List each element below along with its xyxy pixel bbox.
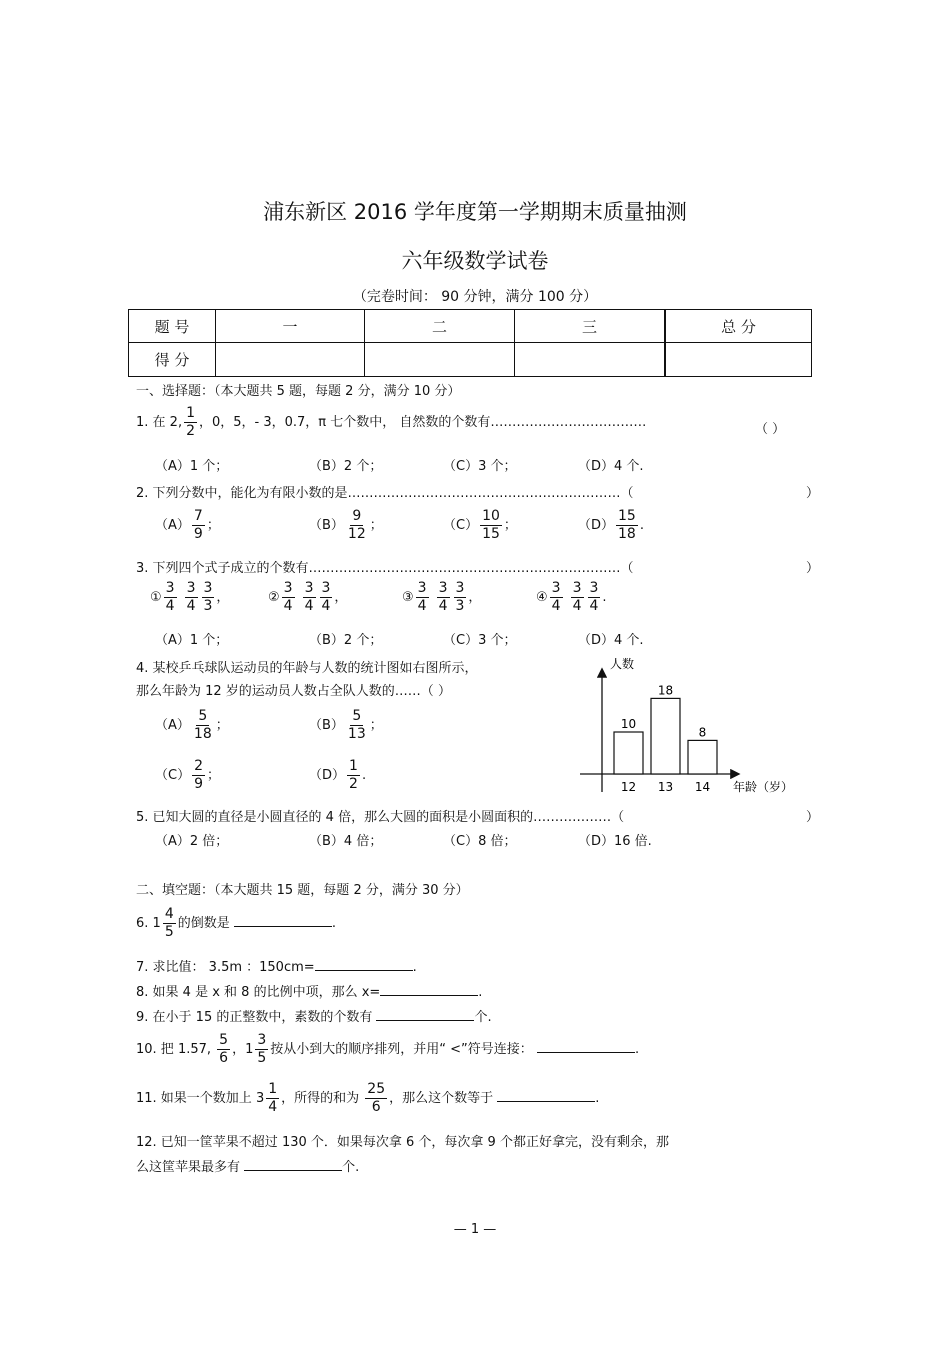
option[interactable]: （D）4 个. <box>578 459 644 474</box>
option[interactable]: （A）2 倍； <box>155 834 229 849</box>
option[interactable]: （D） $\frac{1}{2}$ . <box>309 758 367 792</box>
score-cell[interactable] <box>216 343 365 377</box>
option[interactable]: （A）1 个； <box>155 459 229 474</box>
score-row-label: 得 分 <box>129 343 216 377</box>
score-cell[interactable] <box>365 343 515 377</box>
answer-paren-close[interactable]: ） <box>806 810 820 825</box>
option[interactable]: （C） $\frac{2}{9}$ ； <box>155 758 221 792</box>
option[interactable]: （C） $\frac{10}{15}$ ； <box>443 508 517 542</box>
score-cell[interactable] <box>515 343 666 377</box>
statement-3: ③ $\frac{3}{4}$ $\frac{3}{4}$ $\frac{3}{3}$ ， <box>402 580 482 614</box>
option[interactable]: （D） $\frac{15}{18}$ . <box>578 508 644 542</box>
score-header-cell: 一 <box>216 310 365 343</box>
answer-blank[interactable] <box>380 983 478 996</box>
statement-1: ① $\frac{3}{4}$ $\frac{3}{4}$ $\frac{3}{3}$ ， <box>150 580 230 614</box>
fraction: $\frac{1}{2}$ <box>186 405 195 439</box>
option[interactable]: （B）2 个； <box>309 459 383 474</box>
bar-13 <box>651 698 680 774</box>
score-header-cell: 题 号 <box>129 310 216 343</box>
x-tick-label: 13 <box>657 780 674 794</box>
option[interactable]: （C）3 个； <box>443 633 517 648</box>
exam-info: （完卷时间： 90 分钟，满分 100 分） <box>352 289 598 305</box>
answer-paren-close[interactable]: ） <box>806 486 820 501</box>
answer-paren-close[interactable]: ） <box>806 561 820 576</box>
question-2: 2. 下列分数中，能化为有限小数的是………………………………………………………（ <box>136 486 634 501</box>
option[interactable]: （D）16 倍. <box>578 834 652 849</box>
question-12-line2: 么这筐苹果最多有 个. <box>136 1160 360 1175</box>
section-heading: 二、填空题：（本大题共 15 题，每题 2 分，满分 30 分） <box>136 883 469 898</box>
answer-blank[interactable] <box>315 958 413 971</box>
question-7: 7. 求比值： 3.5m ：150cm= . <box>136 960 417 975</box>
score-header-cell: 三 <box>515 310 666 343</box>
question-1: 1. 在 2, $\frac{1}{2}$ ，0，5，- 3，0.7，π 七个数中， 自然数的个数有……………………………… <box>136 405 647 439</box>
statement-4: ④ $\frac{3}{4}$ $\frac{3}{4}$ $\frac{3}{4}$ . <box>536 580 607 614</box>
bar-value-label: 8 <box>698 725 707 740</box>
option[interactable]: （A） $\frac{7}{9}$ ； <box>155 508 220 542</box>
question-4-line2: 那么年龄为 12 岁的运动员人数占全队人数的……（ ） <box>136 684 451 699</box>
question-5: 5. 已知大圆的直径是小圆直径的 4 倍，那么大圆的面积是小圆面积的………………（ <box>136 810 625 825</box>
exam-subtitle: 六年级数学试卷 <box>401 249 549 273</box>
bar-14 <box>688 740 717 774</box>
bar-12 <box>614 732 643 774</box>
x-tick-label: 14 <box>694 780 711 794</box>
answer-blank[interactable] <box>234 914 332 927</box>
option[interactable]: （B）4 倍； <box>309 834 383 849</box>
section-heading: 一、选择题：（本大题共 5 题，每题 2 分，满分 10 分） <box>136 384 461 399</box>
exam-title: 浦东新区 2016 学年度第一学期期末质量抽测 <box>263 200 687 224</box>
bar-value-label: 18 <box>657 683 674 698</box>
option[interactable]: （D）4 个. <box>578 633 644 648</box>
answer-blank[interactable] <box>537 1040 635 1053</box>
question-4-line1: 4. 某校乒乓球队运动员的年龄与人数的统计图如右图所示， <box>136 661 478 676</box>
question-10: 10. 把 1.57, $\frac{5}{6}$ ，1 $\frac{3}{5}$ 按从小到大的顺序排列，并用“ <”符号连接： . <box>136 1032 640 1066</box>
answer-blank[interactable] <box>244 1158 342 1171</box>
question-3: 3. 下列四个式子成立的个数有………………………………………………………………（ <box>136 561 634 576</box>
question-6: 6. 1 $\frac{4}{5}$ 的倒数是 . <box>136 906 337 940</box>
option[interactable]: （A） $\frac{5}{18}$ ； <box>155 708 229 742</box>
option[interactable]: （C）8 倍； <box>443 834 517 849</box>
score-table <box>128 309 812 377</box>
question-8: 8. 如果 4 是 x 和 8 的比例中项，那么 x= . <box>136 985 483 1000</box>
statement-2: ② $\frac{3}{4}$ $\frac{3}{4}$ $\frac{3}{4}$ ， <box>268 580 348 614</box>
answer-blank[interactable] <box>497 1089 595 1102</box>
answer-blank[interactable] <box>376 1008 474 1021</box>
question-11: 11. 如果一个数加上 3 $\frac{1}{4}$ ，所得的和为 $\frac{25}{6}$ ，那么这个数等于 . <box>136 1081 600 1115</box>
option[interactable]: （B）2 个； <box>309 633 383 648</box>
y-axis-label: 人数 <box>610 657 635 671</box>
option[interactable]: （C）3 个； <box>443 459 517 474</box>
option[interactable]: （B） $\frac{9}{12}$ ； <box>309 508 383 542</box>
score-cell[interactable] <box>665 343 812 377</box>
x-tick-label: 12 <box>620 780 637 794</box>
page-number: — 1 — <box>453 1222 497 1237</box>
score-header-cell: 二 <box>365 310 515 343</box>
option[interactable]: （A）1 个； <box>155 633 229 648</box>
x-axis-label: 年龄（岁） <box>733 780 794 794</box>
age-bar-chart <box>570 650 810 802</box>
option[interactable]: （B） $\frac{5}{13}$ ； <box>309 708 383 742</box>
answer-paren[interactable]: （ ） <box>755 422 786 437</box>
question-12-line1: 12. 已知一筐苹果不超过 130 个．如果每次拿 6 个，每次拿 9 个都正好拿完，没有剩余，那 <box>136 1135 669 1150</box>
question-9: 9. 在小于 15 的正整数中，素数的个数有 个. <box>136 1010 492 1025</box>
score-header-cell: 总 分 <box>665 310 812 343</box>
bar-value-label: 10 <box>620 717 637 731</box>
